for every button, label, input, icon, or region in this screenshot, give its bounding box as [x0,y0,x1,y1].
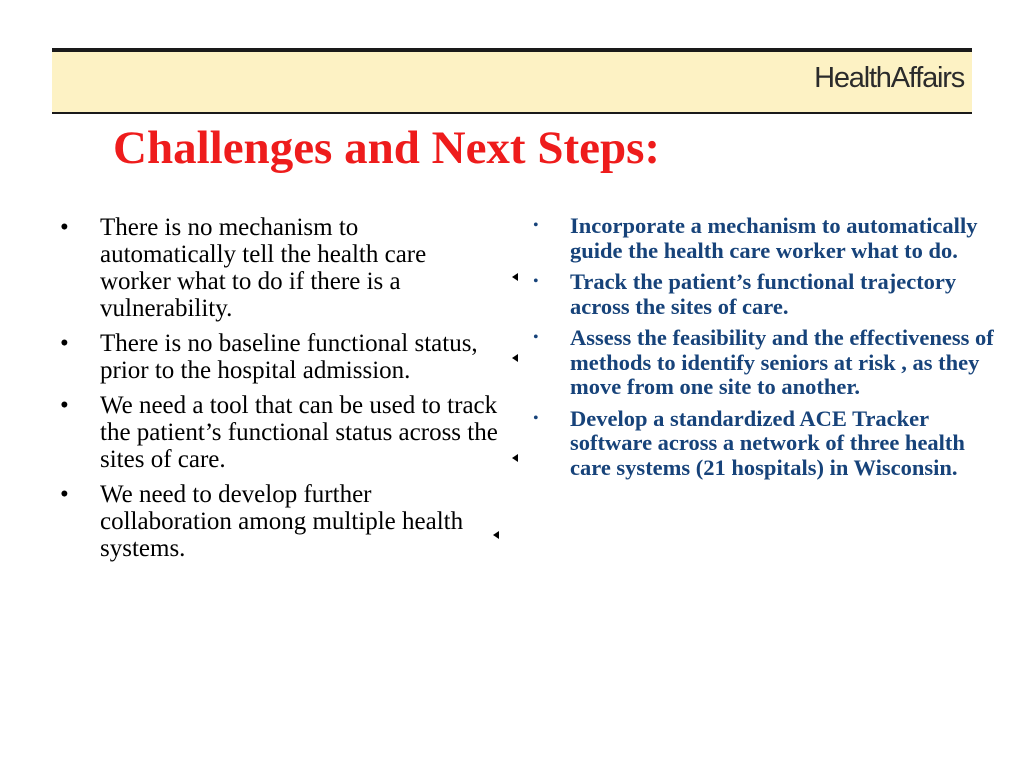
challenge-item-4: • We need to develop further collaboration among multiple health systems. [58,481,498,562]
arrow-left-icon [512,273,518,281]
arrow-left-icon [493,531,499,539]
arrow-left-icon [512,354,518,362]
challenge-item-1: • There is no mechanism to automatically tell the health care worker what to do if there is a vulnerability. [58,214,498,322]
slide-title: Challenges and Next Steps: [113,122,661,174]
next-steps-list [528,214,998,487]
health-affairs-logo: HealthAffairs [814,62,964,94]
next-step-item-1: • Incorporate a mechanism to automatically guide the health care worker what to do. [528,214,998,263]
challenge-item-3: • We need a tool that can be used to track the patient’s functional status across the sites of care. [58,392,498,473]
next-step-item-2: • Track the patient’s functional trajectory across the sites of care. [528,270,998,319]
header-band [52,48,972,114]
challenge-item-2: • There is no baseline functional status, prior to the hospital admission. [58,330,498,384]
next-step-item-4: • Develop a standardized ACE Tracker software across a network of three health care systems (21 hospitals) in Wisconsin. [528,407,998,481]
arrow-left-icon [512,454,518,462]
challenges-list [58,214,498,570]
next-step-item-3: • Assess the feasibility and the effectiveness of methods to identify seniors at risk , as they move from one site to another. [528,326,998,400]
